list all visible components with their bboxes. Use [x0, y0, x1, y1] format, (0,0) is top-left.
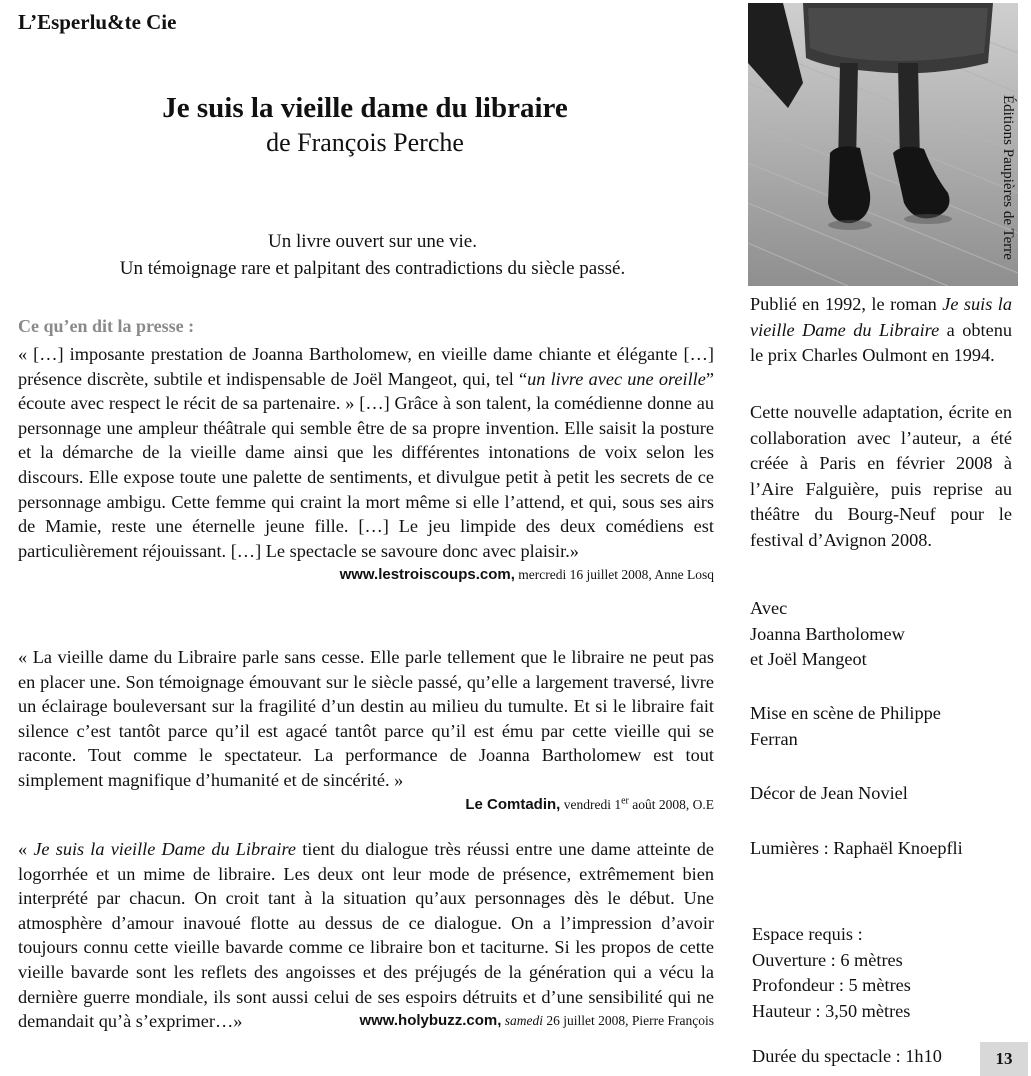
review-3-source-name: www.holybuzz.com, — [359, 1012, 502, 1030]
cast-line-3: et Joël Mangeot — [750, 649, 867, 669]
play-title: Je suis la vieille dame du libraire — [162, 92, 568, 124]
shoes-photo-image — [748, 3, 1018, 286]
review-3-body: tient du dialogue très réussi entre une dame atteinte de logorrhée et un mime de libraire. Les deux ont leur mode de présence, extrêmement bien interprété par chacun. On croit tant à la situation qu’aux personnages dès le début. Une atmosphère d’amour inavoué flotte au dessus de ce dialogue. On a l’impression d’avoir toujours connu cette vieille bavarde comme ce libraire bon et taciturne. Si les propos de cette vieille bavarde sont les reflets des angoisses et des préjugés de la génération qui a vécu la dernière guerre mondiale, ils sont aussi celui de ses espoirs détruits et d’une sensibilité qui ne demandait qu’à s’exprimer…» — [18, 839, 714, 1032]
review-1 — [18, 342, 714, 588]
side-para-1-a: Publié en 1992, le roman — [750, 294, 943, 314]
review-2 — [18, 645, 714, 817]
title-block — [0, 90, 730, 160]
review-3-prefix: « — [18, 839, 34, 859]
tagline-line-1: Un livre ouvert sur une vie. — [268, 231, 477, 252]
review-2-text: « La vieille dame du Libraire parle sans cesse. Elle parle tellement que le libraire ne peut pas en placer une. Son témoignage émouvant sur le siècle passé, qu’elle a largement traversé, livre un éclairage bouleversant sur la fragilité d’un destin au milieu du tumulte. Et si le libraire fait silence c’est tantôt parce qu’il est agacé tantôt parce qu’il est ému par cette vieille qui se raconte. Tout comme le spectateur. La performance de Joanna Bartholomew est tout simplement magnifique d’humanité et de sincérité. » — [18, 647, 714, 790]
review-1-part1: « […] imposante prestation de Joanna Bartholomew, en vieille dame chiante et élégante […] présence discrète, subtile et indispensable de Joël Mangeot, qui, tel “ — [18, 344, 714, 389]
press-heading: Ce qu’en dit la presse : — [18, 316, 195, 336]
mise-en-scene — [750, 701, 1012, 752]
page-number: 13 — [980, 1042, 1028, 1076]
review-3-source-detail: 26 juillet 2008, Pierre François — [543, 1013, 714, 1029]
show-duration: Durée du spectacle : 1h10 — [752, 1046, 942, 1066]
author-line: de François Perche — [266, 128, 464, 157]
decor-credit: Décor de Jean Noviel — [750, 783, 908, 803]
side-para-1-b: a obtenu le prix Charles Oulmont en 1994. — [750, 319, 1012, 365]
mise-line-1: Mise en scène de Philippe — [750, 703, 941, 723]
review-1-source — [18, 563, 714, 588]
review-1-part2: ” écoute avec respect le récit de sa partenaire. » […] Grâce à son talent, la comédienne donne au personnage une ampleur théâtrale qui semble être de sa propre invention. Elle saisit la posture et la démarche de la vieille dame ainsi que les différentes intonations de voix selon les discours. Elle expose toute une palette de sentiments, et divulgue petit à petit les secrets de ce personnage ambigu. Cette femme qui craint la mort même si elle l’attend, et qui, sous ses airs de Mamie, reste une éternelle jeune fille. […] Le jeu limpide des deux comédiens est particulièrement réjouissant. […] Le spectacle se savoure donc avec plaisir.» — [18, 368, 714, 561]
space-line-2: Ouverture : 6 mètres — [752, 949, 903, 970]
space-line-3: Profondeur : 5 mètres — [752, 975, 911, 995]
review-1-text — [18, 342, 714, 563]
shoes-photo — [748, 3, 1018, 286]
side-para-1-italic: Je suis la vieille Dame du Libraire — [750, 294, 1012, 340]
cast-line-1: Avec — [750, 598, 788, 618]
review-2-source-detail-a: vendredi 1 — [560, 796, 622, 812]
cast-list — [750, 596, 1012, 673]
tagline-line-2: Un témoignage rare et palpitant des contradictions du siècle passé. — [119, 258, 626, 279]
side-para-2-text: Cette nouvelle adaptation, écrite en collaboration avec l’auteur, a été créée à Paris en février 2008 à l’Aire Falguière, puis reprise au théâtre du Bourg-Neuf pour le festival d’Avignon 2008. — [750, 402, 1012, 550]
lighting-credit: Lumières : Raphaël Knoepfli — [750, 838, 963, 858]
cast-line-2: Joanna Bartholomew — [750, 623, 905, 644]
review-3-text — [18, 837, 714, 1034]
photo-credit: Éditions Paupières de Terre — [1000, 95, 1016, 260]
space-line-1: Espace requis : — [752, 924, 863, 944]
review-3 — [18, 837, 714, 1034]
tagline — [0, 228, 745, 282]
review-2-source-name: Le Comtadin, — [465, 795, 561, 813]
review-3-source-date: samedi — [501, 1013, 544, 1029]
review-2-source — [18, 793, 714, 818]
review-2-source-detail-b: août 2008, O.E — [628, 796, 714, 812]
space-requirements — [752, 922, 1014, 1024]
review-3-italic: Je suis la vieille Dame du Libraire — [33, 839, 297, 859]
review-1-source-name: www.lestroiscoups.com, — [339, 566, 515, 584]
side-para-1-text — [750, 292, 1012, 369]
review-1-italic: un livre avec une oreille — [527, 368, 706, 389]
side-para-2 — [750, 400, 1012, 553]
space-line-4: Hauteur : 3,50 mètres — [752, 1000, 911, 1021]
review-1-source-detail: mercredi 16 juillet 2008, Anne Losq — [514, 567, 714, 583]
side-para-1 — [750, 292, 1012, 369]
company-name: L’Esperlu&te Cie — [18, 10, 177, 34]
mise-line-2: Ferran — [750, 728, 798, 749]
review-2-source-sup: er — [621, 795, 629, 807]
